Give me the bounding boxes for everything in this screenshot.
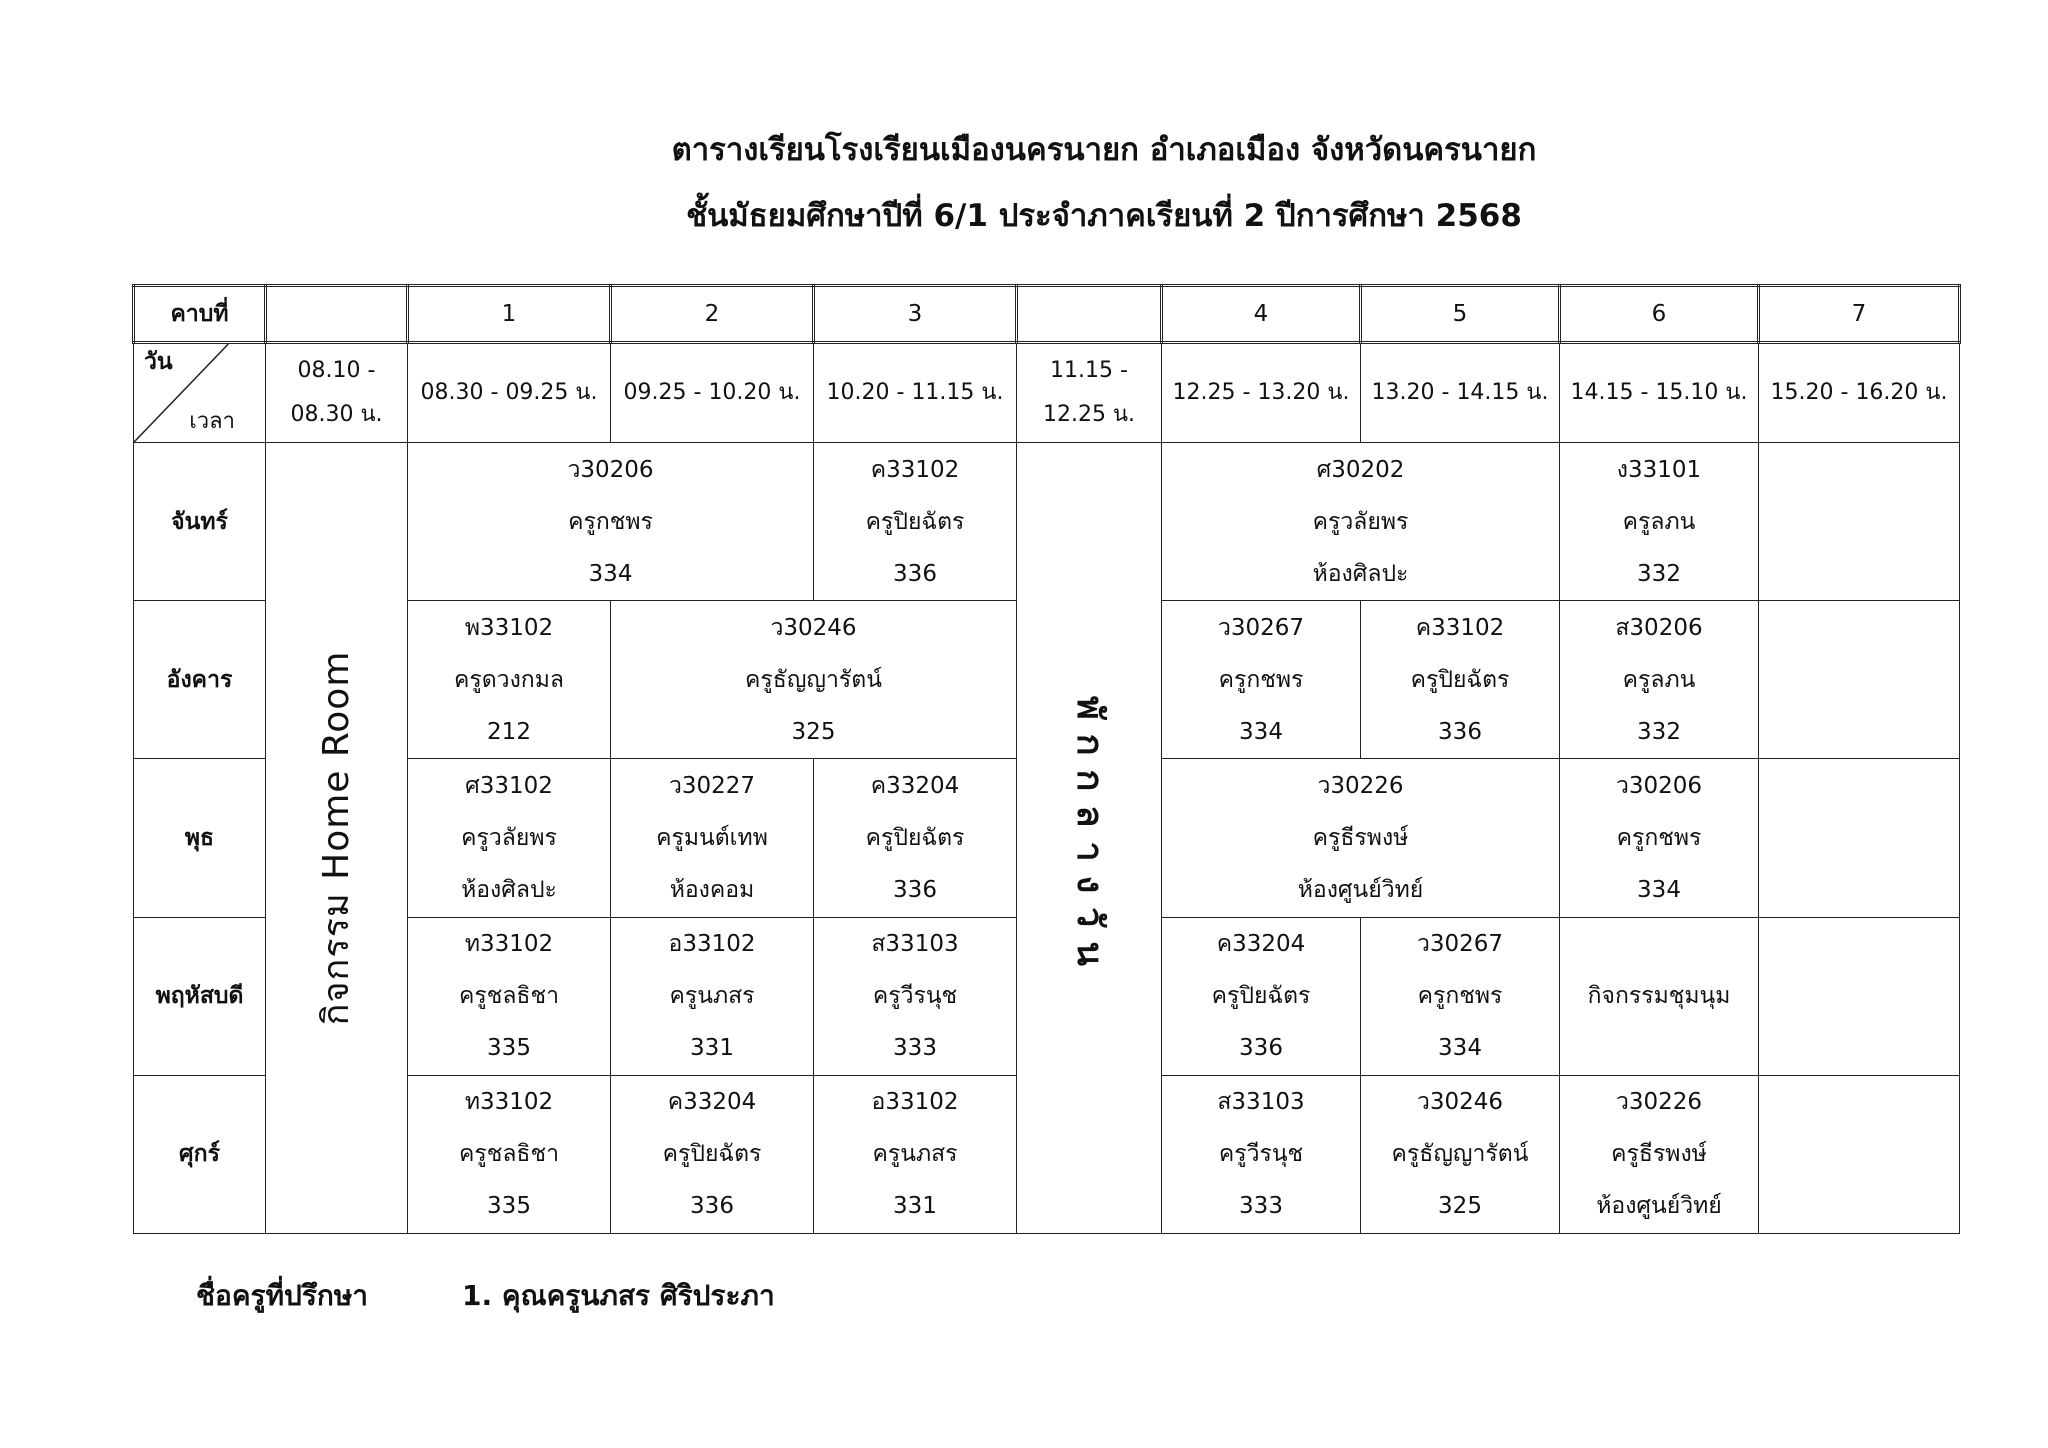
teacher-name: ครูกชพร — [1218, 666, 1304, 693]
subject-code: ว30267 — [1416, 931, 1504, 958]
room: 334 — [588, 560, 633, 587]
period-number: 3 — [814, 286, 1017, 343]
class-cell — [408, 443, 814, 601]
subject-code: ค33204 — [870, 773, 960, 800]
teacher-name: ครูวีรนุช — [1218, 1141, 1304, 1168]
teacher-name: ครูวลัยพร — [461, 825, 557, 852]
lunch-header-cell — [1017, 286, 1162, 343]
subject-code: ท33102 — [464, 931, 554, 958]
room: 333 — [893, 1035, 937, 1062]
teacher-name: ครูธัญญารัตน์ — [745, 666, 882, 693]
class-cell — [1162, 917, 1361, 1075]
room: 332 — [1637, 718, 1681, 745]
subject-code: ว30226 — [1317, 773, 1404, 800]
room: 336 — [893, 877, 937, 904]
subject-code: ว30206 — [567, 456, 654, 483]
room: 334 — [1438, 1035, 1482, 1062]
class-cell — [1560, 1075, 1759, 1233]
class-cell — [814, 443, 1017, 601]
teacher-name: ครูลภน — [1622, 666, 1696, 693]
subject-code: ศ30202 — [1316, 456, 1405, 483]
room: 336 — [893, 560, 937, 587]
room: 333 — [1239, 1193, 1283, 1220]
teacher-name: ครูชลธิชา — [458, 1141, 559, 1168]
subject-code: ง33101 — [1616, 456, 1702, 483]
teacher-name: ครูลภน — [1622, 508, 1696, 535]
homeroom-activity-cell — [266, 443, 408, 1234]
empty-class-cell — [1759, 759, 1960, 917]
subject-code: ท33102 — [464, 1089, 554, 1116]
teacher-name: ครูกชพร — [568, 508, 653, 535]
day-name: จันทร์ — [134, 443, 266, 601]
period-time: 13.20 - 14.15 น. — [1361, 343, 1560, 443]
empty-class-cell — [1759, 1075, 1960, 1233]
subject-code: ส33103 — [871, 931, 959, 958]
room: 331 — [893, 1193, 937, 1220]
period-number: 4 — [1162, 286, 1361, 343]
room: 335 — [487, 1035, 531, 1062]
teacher-name: ครูนภสร — [872, 1141, 958, 1168]
class-cell — [611, 1075, 814, 1233]
class-cell — [1162, 443, 1560, 601]
period-time: 08.30 - 09.25 น. — [408, 343, 611, 443]
teacher-name: ครูธีรพงษ์ — [1312, 825, 1409, 852]
teacher-name: ครูปิยฉัตร — [865, 825, 965, 852]
class-cell — [814, 1075, 1017, 1233]
class-cell — [1162, 601, 1361, 759]
club-activity-label: กิจกรรมชุมนุม — [1587, 983, 1731, 1010]
period-time: 15.20 - 16.20 น. — [1759, 343, 1960, 443]
room: 331 — [690, 1035, 734, 1062]
time-row — [134, 343, 1960, 443]
day-label: วัน — [144, 349, 173, 376]
time-label: เวลา — [189, 409, 235, 435]
day-time-corner-cell — [134, 343, 266, 443]
class-cell — [1560, 759, 1759, 917]
teacher-name: ครูกชพร — [1616, 825, 1702, 852]
subject-code: ว30206 — [1615, 773, 1703, 800]
homeroom-activity-label: กิจกรรม Home Room — [315, 650, 357, 1026]
period-number: 2 — [611, 286, 814, 343]
subject-code: ว30226 — [1615, 1089, 1703, 1116]
empty-class-cell — [1759, 443, 1960, 601]
subject-code: ส30206 — [1615, 614, 1703, 641]
club-activity-cell — [1560, 917, 1759, 1075]
teacher-name: ครูดวงกมล — [453, 666, 564, 693]
teacher-name: ครูวีรนุช — [872, 983, 958, 1010]
class-cell — [814, 917, 1017, 1075]
class-cell — [611, 601, 1017, 759]
subject-code: ว30246 — [770, 614, 857, 641]
room: 325 — [791, 718, 836, 745]
class-cell — [1361, 917, 1560, 1075]
schedule-subtitle: ชั้นมัธยมศึกษาปีที่ 6/1 ประจำภาคเรียนที่ 2 ปีการศึกษา 2568 — [686, 198, 1522, 234]
period-number: 1 — [408, 286, 611, 343]
timetable — [132, 284, 1961, 1234]
room: 334 — [1239, 718, 1283, 745]
subject-code: ว30227 — [668, 773, 756, 800]
room: 332 — [1637, 560, 1681, 587]
period-number: 5 — [1361, 286, 1560, 343]
teacher-name: ครูนภสร — [669, 983, 755, 1010]
teacher-name: ครูกชพร — [1417, 983, 1503, 1010]
day-name: ศุกร์ — [134, 1075, 266, 1233]
subject-code: พ33102 — [464, 614, 554, 641]
subject-code: ส33103 — [1217, 1089, 1305, 1116]
subject-code: ศ33102 — [465, 773, 553, 800]
teacher-name: ครูปิยฉัตร — [662, 1141, 762, 1168]
empty-class-cell — [1759, 917, 1960, 1075]
advisor-name: 1. คุณครูนภสร ศิริประภา — [462, 1279, 775, 1312]
room: ห้องศูนย์วิทย์ — [1596, 1193, 1722, 1220]
class-cell — [814, 759, 1017, 917]
class-cell — [611, 759, 814, 917]
subject-code: ว30246 — [1416, 1089, 1504, 1116]
room: 325 — [1438, 1193, 1482, 1220]
lunch-time: 11.15 - 12.25 น. — [1017, 343, 1162, 443]
period-label: คาบที่ — [134, 286, 266, 343]
period-time: 10.20 - 11.15 น. — [814, 343, 1017, 443]
class-cell — [1162, 1075, 1361, 1233]
teacher-name: ครูชลธิชา — [458, 983, 559, 1010]
class-cell — [408, 1075, 611, 1233]
room: 336 — [1239, 1035, 1283, 1062]
subject-code: อ33102 — [668, 931, 756, 958]
empty-class-cell — [1759, 601, 1960, 759]
class-cell — [1162, 759, 1560, 917]
period-time: 14.15 - 15.10 น. — [1560, 343, 1759, 443]
homeroom-time: 08.10 - 08.30 น. — [266, 343, 408, 443]
class-cell — [611, 917, 814, 1075]
room: 334 — [1637, 877, 1681, 904]
period-number: 7 — [1759, 286, 1960, 343]
subject-code: ว30267 — [1217, 614, 1305, 641]
class-cell — [1361, 601, 1560, 759]
teacher-name: ครูปิยฉัตร — [1211, 983, 1311, 1010]
schedule-title: ตารางเรียนโรงเรียนเมืองนครนายก อำเภอเมือง จังหวัดนครนายก — [671, 132, 1537, 168]
class-cell — [408, 759, 611, 917]
subject-code: อ33102 — [871, 1089, 959, 1116]
room: 336 — [1438, 718, 1482, 745]
room: ห้องศูนย์วิทย์ — [1297, 877, 1424, 904]
period-header-row — [134, 286, 1960, 343]
subject-code: ค33102 — [870, 456, 960, 483]
class-cell — [1560, 601, 1759, 759]
day-row-monday — [134, 443, 1960, 601]
room: ห้องศิลปะ — [461, 877, 557, 904]
lunch-break-cell — [1017, 443, 1162, 1234]
class-cell — [408, 917, 611, 1075]
class-cell — [1361, 1075, 1560, 1233]
advisor-label: ชื่อครูที่ปรึกษา — [196, 1279, 368, 1312]
teacher-name: ครูธีรพงษ์ — [1611, 1141, 1707, 1168]
teacher-name: ครูธัญญารัตน์ — [1391, 1141, 1529, 1168]
subject-code: ค33102 — [1415, 614, 1505, 641]
subject-code: ค33204 — [667, 1089, 757, 1116]
class-cell — [408, 601, 611, 759]
teacher-name: ครูมนต์เทพ — [656, 825, 768, 852]
teacher-name: ครูปิยฉัตร — [1410, 666, 1510, 693]
class-cell — [1560, 443, 1759, 601]
teacher-name: ครูวลัยพร — [1312, 508, 1409, 535]
room: 335 — [487, 1193, 531, 1220]
homeroom-header-cell — [266, 286, 408, 343]
room: ห้องศิลปะ — [1312, 560, 1409, 587]
room: 336 — [690, 1193, 734, 1220]
teacher-name: ครูปิยฉัตร — [865, 508, 965, 535]
day-name: อังคาร — [134, 601, 266, 759]
day-name: พฤหัสบดี — [134, 917, 266, 1075]
period-number: 6 — [1560, 286, 1759, 343]
period-time: 09.25 - 10.20 น. — [611, 343, 814, 443]
room: 212 — [487, 718, 531, 745]
period-time: 12.25 - 13.20 น. — [1162, 343, 1361, 443]
day-name: พุธ — [134, 759, 266, 917]
room: ห้องคอม — [669, 877, 755, 904]
subject-code: ค33204 — [1216, 931, 1306, 958]
lunch-break-label: พักกลางวัน — [1069, 696, 1110, 981]
